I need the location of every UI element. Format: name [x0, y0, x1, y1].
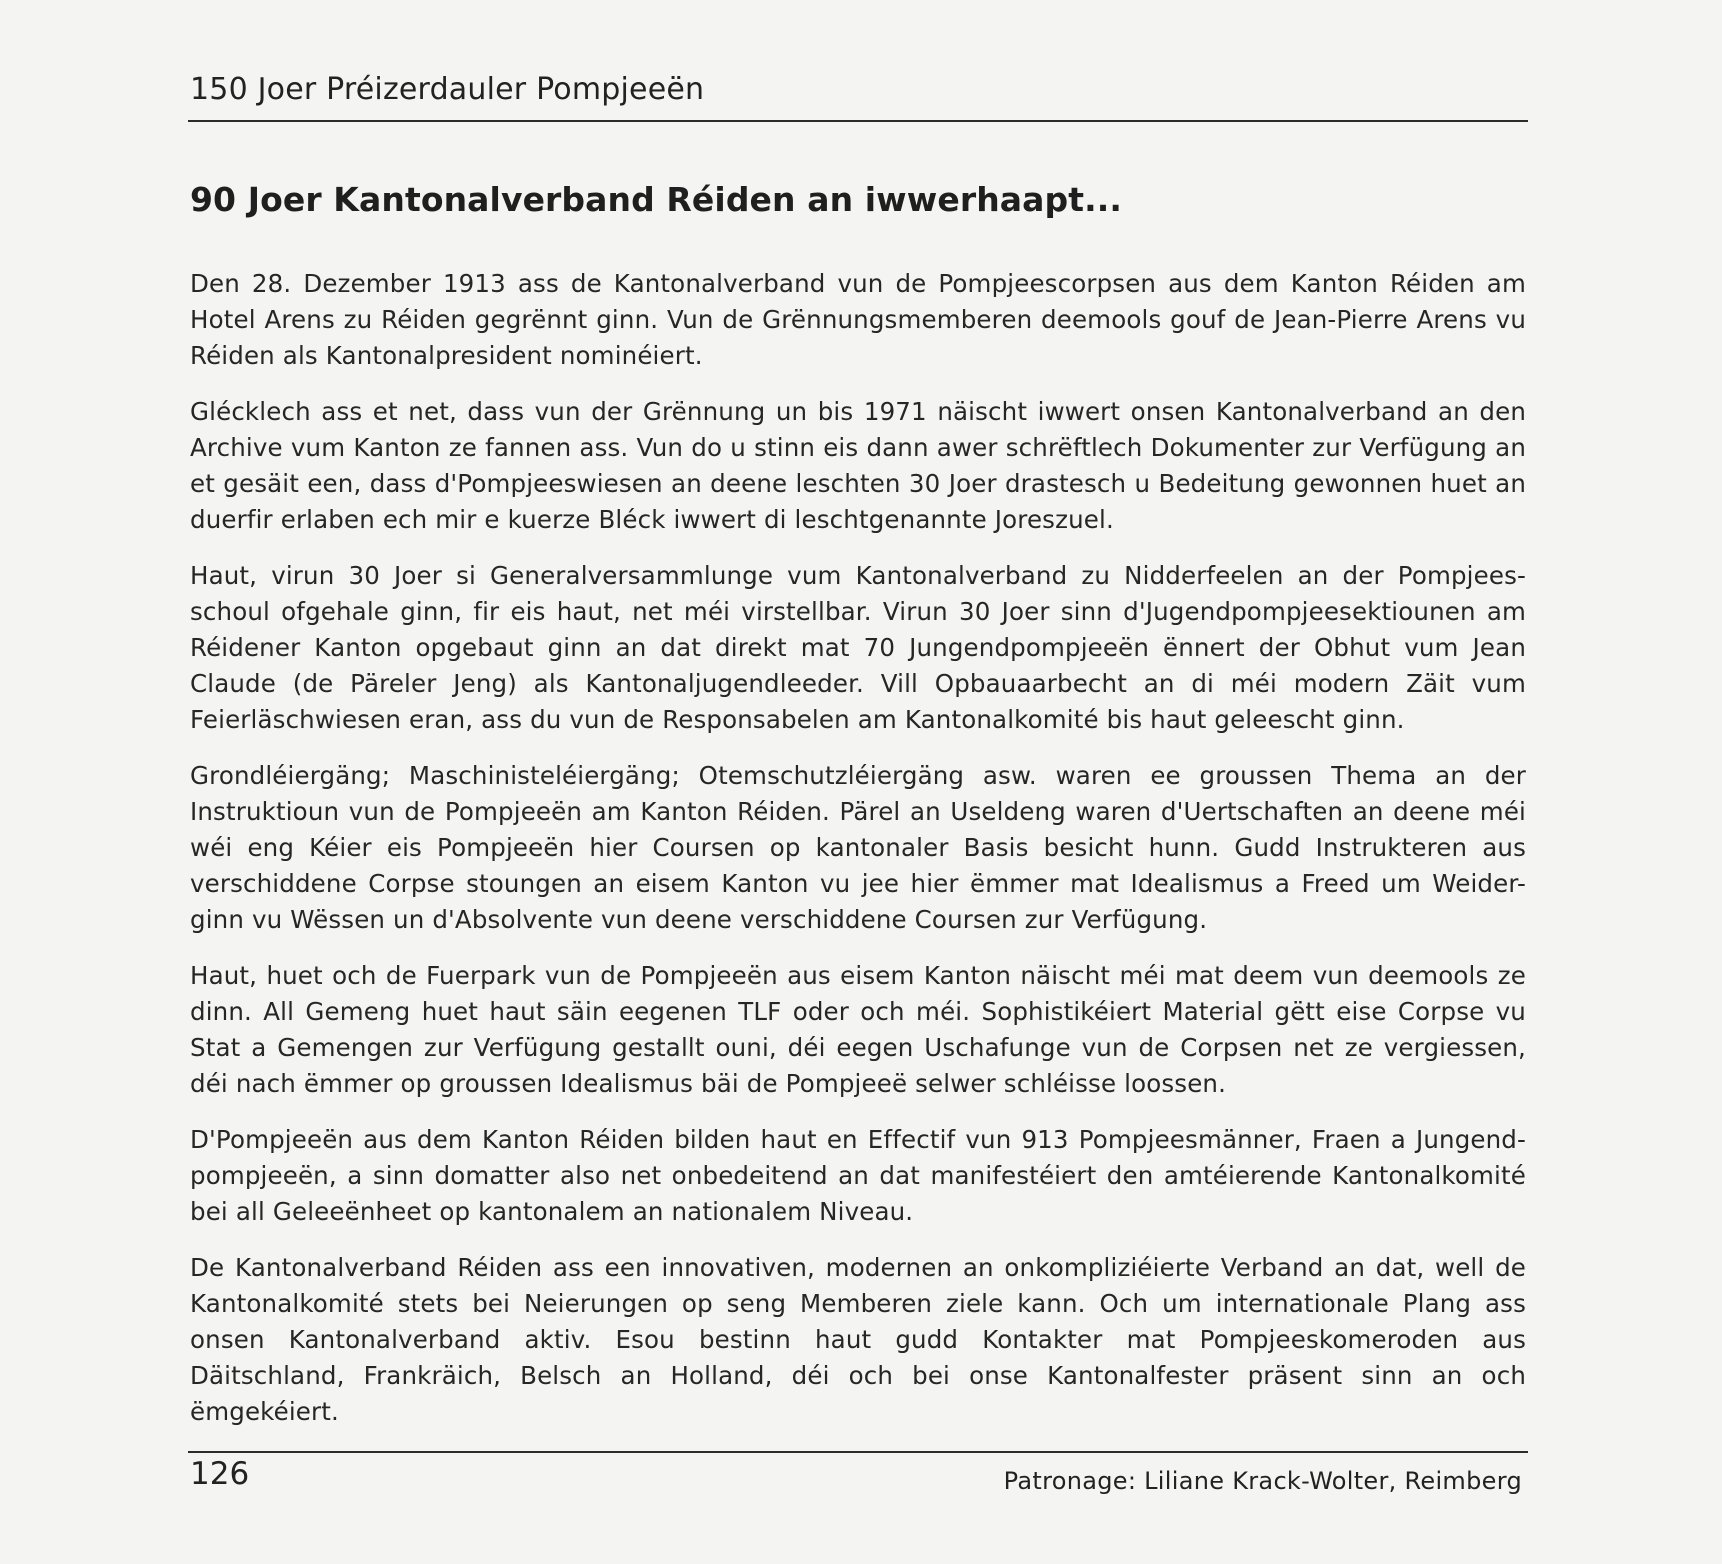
article-title: 90 Joer Kantonalverband Réiden an iwwerhaapt...	[190, 180, 1123, 219]
page-number: 126	[190, 1456, 250, 1492]
header-rule	[188, 120, 1528, 122]
paragraph: Glécklech ass et net, dass vun der Grënnung un bis 1971 näischt iwwert onsen Kantonalverband an den Archive vum Kanton ze fannen ass. Vun do u stinn eis dann awer schrëftlech Dokumenter zur Verfügung an et gesäit een, dass d'Pompjeeswiesen an deene leschten 30 Joer drastesch u Bedeitung gewonnen huet an duerfir erlaben ech mir e kuerze Bléck iwwert di leschtgenannte Joreszuel.	[190, 397, 1526, 534]
footer-rule	[188, 1451, 1528, 1453]
paragraph: Haut, virun 30 Joer si Generalversammlunge vum Kantonalverband zu Nidderfeelen an der Pompjees-schoul ofgehale ginn, fir eis haut, net méi virstellbar. Virun 30 Joer sinn d'Jugendpompjeesektiounen am Réidener Kanton opgebaut ginn an dat direkt mat 70 Jungendpompjeeën ënnert der Obhut vum Jean Claude (de Päreler Jeng) als Kantonaljugendleeder. Vill Opbauaarbecht an di méi modern Zäit vum Feierläschwiesen eran, ass du vun de Responsabelen am Kantonalkomité bis haut geleescht ginn.	[190, 561, 1526, 734]
paragraph: De Kantonalverband Réiden ass een innovativen, modernen an onkompliziéierte Verband an dat, well de Kantonalkomité stets bei Neierungen op seng Memberen ziele kann. Och um internationale Plang ass onsen Kantonalverband aktiv. Esou bestinn haut gudd Kontakter mat Pompjeeskomeroden aus Däitschland, Frankräich, Belsch an Holland, déi och bei onse Kantonalfester präsent sinn an och ëmgekéiert.	[190, 1253, 1526, 1426]
paragraph: Den 28. Dezember 1913 ass de Kantonalverband vun de Pompjeescorpsen aus dem Kanton Réiden am Hotel Arens zu Réiden gegrënnt ginn. Vun de Grënnungsmemberen deemools gouf de Jean-Pierre Arens vu Réiden als Kantonalpresident nominéiert.	[190, 269, 1526, 370]
paragraph: Grondléiergäng; Maschinisteléiergäng; Otemschutzléiergäng asw. waren ee groussen Thema an der Instruktioun vun de Pompjeeën am Kanton Réiden. Pärel an Useldeng waren d'Uertschaften an deene méi wéi eng Kéier eis Pompjeeën hier Coursen op kantonaler Basis besicht hunn. Gudd Instrukteren aus verschiddene Corpse stoungen an eisem Kanton vu jee hier ëmmer mat Idealismus a Freed um Weider-ginn vu Wëssen un d'Absolvente vun deene verschiddene Coursen zur Verfügung.	[190, 761, 1526, 934]
paragraph: D'Pompjeeën aus dem Kanton Réiden bilden haut en Effectif vun 913 Pompjeesmänner, Fraen a Jungend-pompjeeën, a sinn domatter also net onbedeitend an dat manifestéiert den amtéierende Kantonalkomité bei all Geleeënheet op kantonalem an nationalem Niveau.	[190, 1125, 1526, 1226]
paragraph: Haut, huet och de Fuerpark vun de Pompjeeën aus eisem Kanton näischt méi mat deem vun deemools ze dinn. All Gemeng huet haut säin eegenen TLF oder och méi. Sophistikéiert Material gëtt eise Corpse vu Stat a Gemengen zur Verfügung gestallt ouni, déi eegen Uschafunge vun de Corpsen net ze vergiessen, déi nach ëmmer op groussen Idealismus bäi de Pompjeeë selwer schléisse loossen.	[190, 961, 1526, 1098]
patronage-credit: Patronage: Liliane Krack-Wolter, Reimberg	[1003, 1467, 1522, 1495]
running-header: 150 Joer Préizerdauler Pompjeeën	[190, 72, 705, 107]
article-body	[190, 266, 1526, 1450]
